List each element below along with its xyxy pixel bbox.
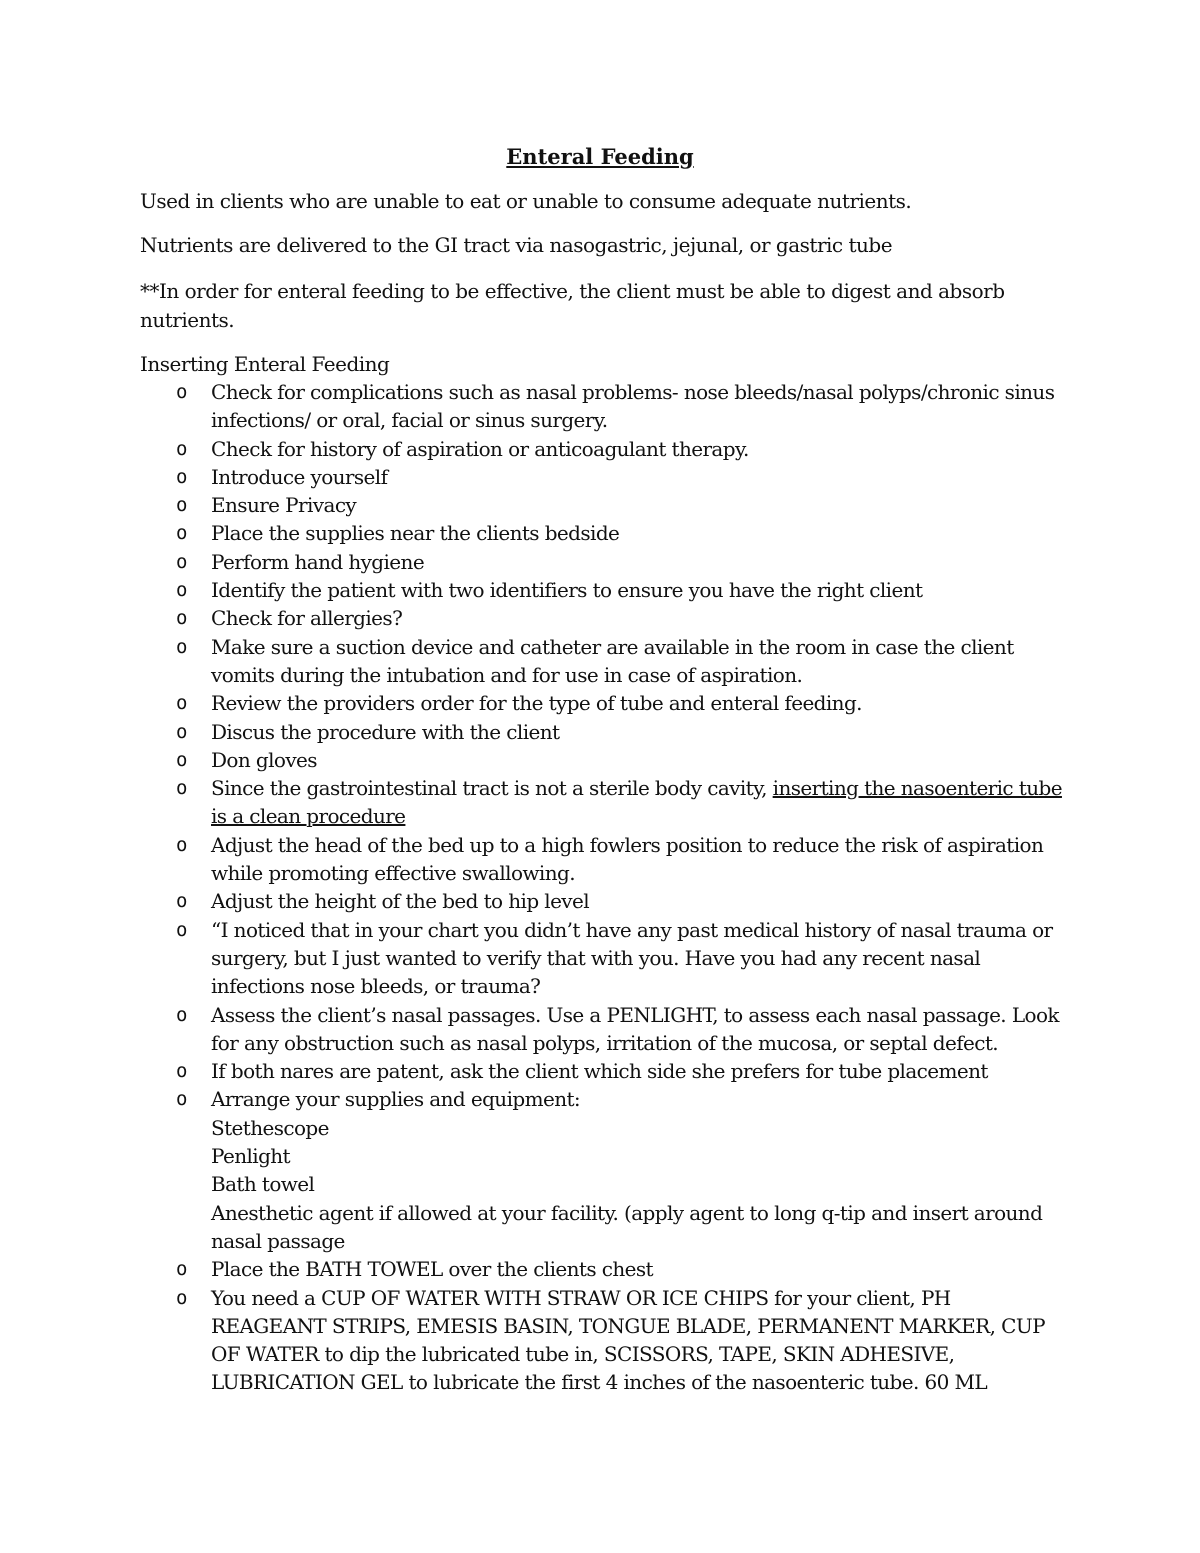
intro-paragraph-1: Used in clients who are unable to eat or unable to consume adequate nutrients. <box>140 189 912 213</box>
bullet-icon: o <box>176 522 187 545</box>
list-item-text: Check for complications such as nasal problems- nose bleeds/nasal polyps/chronic sinus infections/ or oral, facial or sinus surgery. <box>211 380 1055 433</box>
intro-paragraph-2: Nutrients are delivered to the GI tract via nasogastric, jejunal, or gastric tube <box>140 233 893 257</box>
bullet-icon: o <box>176 777 187 800</box>
bullet-icon: o <box>176 1286 187 1309</box>
list-item <box>176 1001 1066 1058</box>
bullet-icon: o <box>176 692 187 715</box>
list-item <box>176 887 1066 915</box>
list-item-text: “I noticed that in your chart you didn’t have any past medical history of nasal trauma or surgery, but I just wanted to verify that with you. Have you had any recent nasal infections nose bleeds, or trauma? <box>211 917 1053 999</box>
list-item-text: Ensure Privacy <box>211 493 357 518</box>
bullet-icon: o <box>176 1003 187 1026</box>
supply-line: Penlight <box>211 1144 290 1169</box>
section-heading: Inserting Enteral Feeding <box>140 352 390 376</box>
bullet-icon: o <box>176 720 187 743</box>
bullet-icon: o <box>176 381 187 403</box>
list-item-text: Check for allergies? <box>211 606 403 631</box>
list-item <box>176 1057 1066 1085</box>
list-item-text: Identify the patient with two identifiers to ensure you have the right client <box>211 578 923 603</box>
list-item-text: Review the providers order for the type of tube and enteral feeding. <box>211 691 862 716</box>
list-item <box>176 916 1066 1001</box>
list-item-text: Perform hand hygiene <box>211 549 425 574</box>
supply-line: Stethescope <box>211 1115 329 1140</box>
list-item-text: If both nares are patent, ask the client which side she prefers for tube placement <box>211 1059 988 1084</box>
list-item <box>176 633 1066 690</box>
bullet-icon: o <box>176 918 187 941</box>
bullet-icon: o <box>176 635 187 658</box>
bullet-icon: o <box>176 494 187 517</box>
underlined-emphasis: inserting the nasoenteric tube is a clean procedure <box>211 776 1062 829</box>
list-item-text: Discus the procedure with the client <box>211 719 560 744</box>
bullet-icon: o <box>176 1088 187 1111</box>
list-item-text: Adjust the height of the bed to hip level <box>211 889 590 914</box>
list-item <box>176 548 1066 576</box>
list-item <box>176 1085 1066 1255</box>
list-item-text: Place the supplies near the clients bedside <box>211 521 620 546</box>
list-item <box>176 378 1066 435</box>
list-item <box>176 604 1066 632</box>
list-item <box>176 831 1066 888</box>
list-item <box>176 491 1066 519</box>
steps-list <box>176 378 1066 1397</box>
list-item <box>176 689 1066 717</box>
list-item <box>176 576 1066 604</box>
list-item-text: Make sure a suction device and catheter are available in the room in case the client vomits during the intubation and for use in case of aspiration. <box>211 634 1014 687</box>
list-item <box>176 519 1066 547</box>
bullet-icon: o <box>176 437 187 460</box>
bullet-icon: o <box>176 1258 187 1281</box>
bullet-icon: o <box>176 890 187 913</box>
bullet-icon: o <box>176 748 187 771</box>
list-item-text: Check for history of aspiration or anticoagulant therapy. <box>211 436 749 461</box>
list-item <box>176 463 1066 491</box>
bullet-icon: o <box>176 1060 187 1083</box>
list-item-text: Place the BATH TOWEL over the clients chest <box>211 1257 653 1282</box>
list-item <box>176 1255 1066 1283</box>
list-item <box>176 435 1066 463</box>
list-item <box>176 718 1066 746</box>
list-item-text: You need a CUP OF WATER WITH STRAW OR ICE CHIPS for your client, PH REAGEANT STRIPS, EMESIS BASIN, TONGUE BLADE, PERMANENT MARKER, CUP OF WATER to dip the lubricated tube in, SCISSORS, TAPE, SKIN ADHESIVE, LUBRICATION GEL to lubricate the first 4 inches of the nasoenteric tube. 60 ML <box>211 1285 1045 1395</box>
supply-line: Bath towel <box>211 1172 315 1197</box>
list-item <box>176 774 1066 831</box>
bullet-icon: o <box>176 550 187 573</box>
bullet-icon: o <box>176 579 187 602</box>
supply-line: Anesthetic agent if allowed at your facility. (apply agent to long q-tip and insert around nasal passage <box>211 1200 1043 1253</box>
list-item-text: Arrange your supplies and equipment: <box>211 1087 581 1112</box>
list-item <box>176 746 1066 774</box>
list-item-text: Don gloves <box>211 747 317 772</box>
bullet-icon: o <box>176 607 187 630</box>
page-title: Enteral Feeding <box>506 144 694 169</box>
list-item-text: Introduce yourself <box>211 464 388 489</box>
list-item-text: Adjust the head of the bed up to a high fowlers position to reduce the risk of aspiration while promoting effective swallowing. <box>211 832 1044 886</box>
list-item <box>176 1284 1066 1397</box>
bullet-icon: o <box>176 465 187 488</box>
bullet-icon: o <box>176 833 187 856</box>
list-item-text: Assess the client’s nasal passages. Use a PENLIGHT, to assess each nasal passage. Look for any obstruction such as nasal polyps, irritation of the mucosa, or septal defect. <box>211 1002 1059 1055</box>
intro-paragraph-3: **In order for enteral feeding to be effective, the client must be able to digest and absorb nutrients. <box>140 279 1005 332</box>
list-item-text: Since the gastrointestinal tract is not a sterile body cavity, <box>211 776 773 801</box>
